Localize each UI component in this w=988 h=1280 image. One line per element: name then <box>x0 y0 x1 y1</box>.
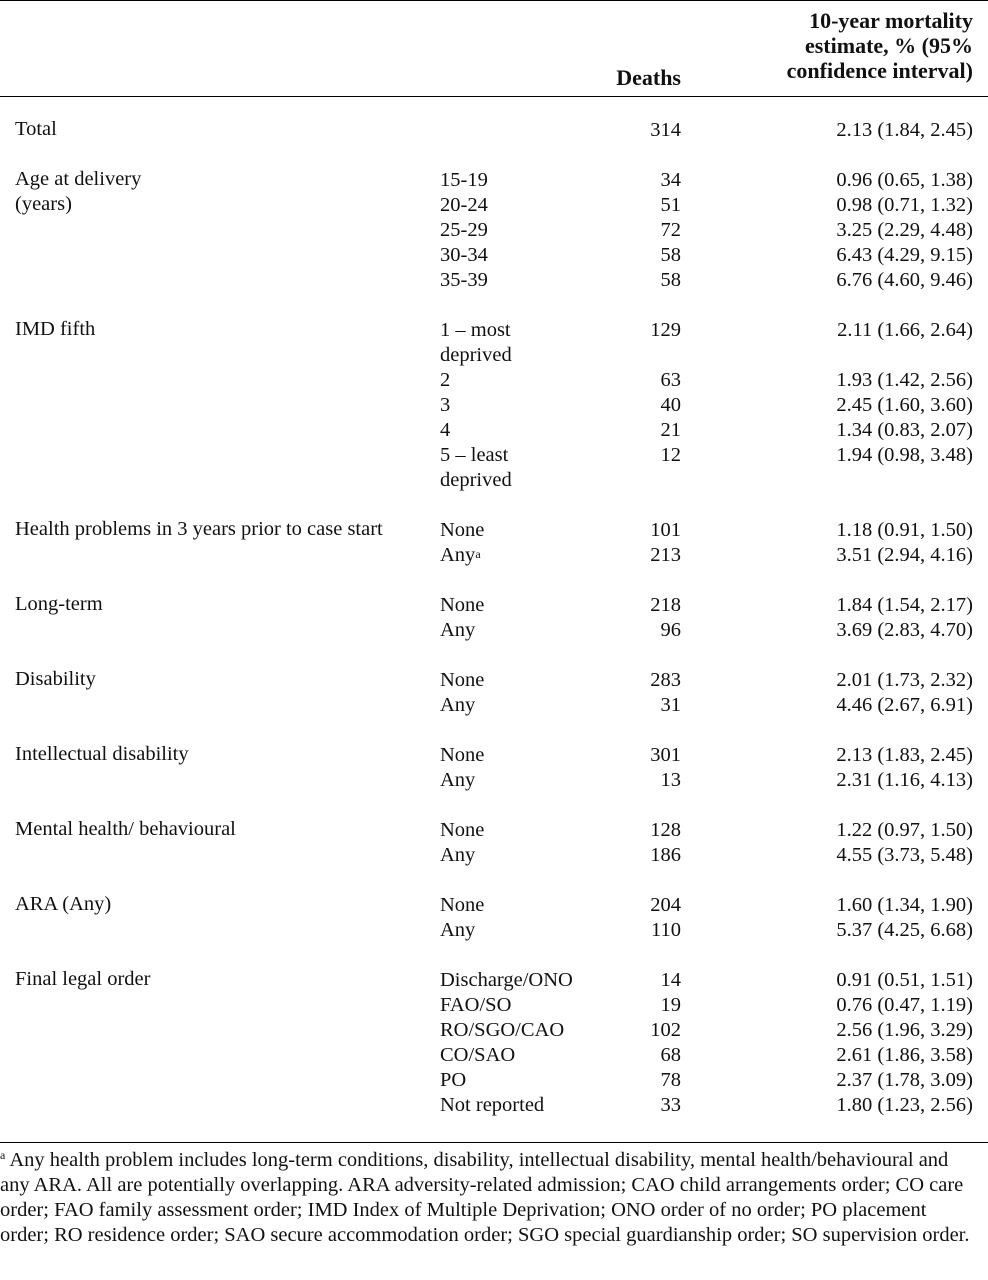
estimate-cell: 3.69 (2.83, 4.70) <box>836 619 973 641</box>
category-line <box>440 193 580 218</box>
deaths-cell: 102 <box>650 1019 681 1041</box>
category-text: 3 <box>440 394 451 416</box>
deaths-cell: 31 <box>660 694 681 716</box>
table-row <box>0 243 988 268</box>
category-text: deprived <box>440 469 512 491</box>
category-line <box>440 1018 580 1043</box>
table-row <box>0 843 988 868</box>
category-text: PO <box>440 1069 467 1091</box>
deaths-cell: 12 <box>660 444 681 466</box>
category-line <box>440 1068 580 1093</box>
deaths-cell: 68 <box>660 1044 681 1066</box>
category-text: 20-24 <box>440 194 488 216</box>
category-line <box>440 418 580 443</box>
group-label-line: Disability <box>15 668 96 690</box>
category-text: 2 <box>440 369 451 391</box>
footnote-marker: a <box>475 547 481 561</box>
group-label-line: Long-term <box>15 593 103 615</box>
table-group <box>0 818 988 868</box>
estimate-cell: 5.37 (4.25, 6.68) <box>836 919 973 941</box>
deaths-cell: 58 <box>660 269 681 291</box>
category-cell <box>440 993 580 1018</box>
table-row <box>0 968 988 993</box>
category-cell <box>440 118 580 143</box>
footnote-text: Any health problem includes long-term conditions, disability, intellectual disability, mental health/behavioural and any ARA. All are potentially overlapping. ARA adversity-related admission; CAO child arrangements order; CO care order; FAO family assessment order; IMD Index of Multiple Deprivation; ONO order of no order; PO placement order; RO residence order; SAO secure accommodation order; SGO special guardianship order; SO supervision order. <box>0 1149 970 1246</box>
table-row <box>0 693 988 718</box>
category-line <box>440 343 580 368</box>
category-text: None <box>440 894 485 916</box>
category-cell <box>440 193 580 218</box>
deaths-cell: 19 <box>660 994 681 1016</box>
table-row <box>0 618 988 643</box>
category-cell <box>440 1018 580 1043</box>
table-row <box>0 593 988 618</box>
group-label-line: Intellectual disability <box>15 743 189 765</box>
table-row <box>0 168 988 193</box>
estimate-cell: 2.13 (1.84, 2.45) <box>836 119 973 141</box>
deaths-cell: 204 <box>650 894 681 916</box>
category-text: RO/SGO/CAO <box>440 1019 565 1041</box>
category-text: 4 <box>440 419 451 441</box>
category-line <box>440 668 580 693</box>
table-row <box>0 368 988 393</box>
category-text: 35-39 <box>440 269 488 291</box>
estimate-cell: 1.22 (0.97, 1.50) <box>836 819 973 841</box>
category-text: 5 – least <box>440 444 509 466</box>
estimate-cell: 6.43 (4.29, 9.15) <box>836 244 973 266</box>
category-cell <box>440 543 580 568</box>
category-line <box>440 893 580 918</box>
table-row <box>0 893 988 918</box>
group-label-line: Health problems in 3 years prior to case start <box>15 518 383 540</box>
table-group <box>0 118 988 143</box>
category-cell <box>440 243 580 268</box>
estimate-cell: 1.18 (0.91, 1.50) <box>836 519 973 541</box>
estimate-cell: 2.13 (1.83, 2.45) <box>836 744 973 766</box>
category-text: Any <box>440 544 476 566</box>
category-cell <box>440 818 580 843</box>
category-text: Any <box>440 919 476 941</box>
table-row <box>0 1043 988 1068</box>
category-line <box>440 618 580 643</box>
category-cell <box>440 843 580 868</box>
footnote <box>0 1148 980 1248</box>
estimate-cell: 3.51 (2.94, 4.16) <box>836 544 973 566</box>
deaths-cell: 186 <box>650 844 681 866</box>
deaths-cell: 101 <box>650 519 681 541</box>
estimate-cell: 0.76 (0.47, 1.19) <box>836 994 973 1016</box>
table-row <box>0 743 988 768</box>
estimate-cell: 1.60 (1.34, 1.90) <box>836 894 973 916</box>
table-group <box>0 518 988 568</box>
header-estimate <box>700 8 973 83</box>
deaths-cell: 213 <box>650 544 681 566</box>
table-group <box>0 168 988 293</box>
table-row <box>0 518 988 543</box>
estimate-cell: 1.34 (0.83, 2.07) <box>836 419 973 441</box>
top-rule <box>0 0 988 1</box>
deaths-cell: 72 <box>660 219 681 241</box>
category-cell <box>440 1043 580 1068</box>
deaths-cell: 110 <box>651 919 681 941</box>
category-text: CO/SAO <box>440 1044 516 1066</box>
category-text: FAO/SO <box>440 994 512 1016</box>
estimate-cell: 4.46 (2.67, 6.91) <box>836 694 973 716</box>
table-row <box>0 1018 988 1043</box>
category-line <box>440 818 580 843</box>
category-cell <box>440 593 580 618</box>
category-cell <box>440 368 580 393</box>
category-line <box>440 168 580 193</box>
category-cell <box>440 318 580 368</box>
category-text: Discharge/ONO <box>440 969 573 991</box>
table-group <box>0 593 988 643</box>
group-label-line: IMD fifth <box>15 318 96 340</box>
deaths-cell: 40 <box>660 394 681 416</box>
category-line <box>440 443 580 468</box>
category-line <box>440 518 580 543</box>
estimate-cell: 2.11 (1.66, 2.64) <box>837 319 973 341</box>
category-cell <box>440 218 580 243</box>
deaths-cell: 218 <box>650 594 681 616</box>
category-text: Any <box>440 769 476 791</box>
table-row <box>0 118 988 143</box>
category-cell <box>440 768 580 793</box>
category-cell <box>440 968 580 993</box>
category-line <box>440 768 580 793</box>
estimate-cell: 2.01 (1.73, 2.32) <box>836 669 973 691</box>
estimate-cell: 1.94 (0.98, 3.48) <box>836 444 973 466</box>
header-estimate-line-3: confidence interval) <box>786 58 973 83</box>
table-group <box>0 743 988 793</box>
estimate-cell: 0.91 (0.51, 1.51) <box>836 969 973 991</box>
deaths-cell: 314 <box>650 119 681 141</box>
deaths-cell: 301 <box>650 744 681 766</box>
table-body <box>0 118 988 1143</box>
category-line <box>440 968 580 993</box>
category-cell <box>440 693 580 718</box>
group-label-line: Age at delivery <box>15 168 142 190</box>
deaths-cell: 51 <box>660 194 681 216</box>
category-line <box>440 243 580 268</box>
header-estimate-line-1: 10-year mortality <box>809 8 973 33</box>
category-cell <box>440 168 580 193</box>
category-text: 15-19 <box>440 169 488 191</box>
category-line <box>440 468 580 493</box>
category-text: 25-29 <box>440 219 488 241</box>
group-label-line: Final legal order <box>15 968 151 990</box>
category-cell <box>440 518 580 543</box>
deaths-cell: 63 <box>660 369 681 391</box>
table-row <box>0 668 988 693</box>
table-row <box>0 1093 988 1118</box>
estimate-cell: 2.31 (1.16, 4.13) <box>836 769 973 791</box>
category-text: Any <box>440 619 476 641</box>
deaths-cell: 34 <box>660 169 681 191</box>
category-line <box>440 593 580 618</box>
category-cell <box>440 1068 580 1093</box>
header-estimate-line-2: estimate, % (95% <box>804 33 973 58</box>
deaths-cell: 129 <box>650 319 681 341</box>
estimate-cell: 1.84 (1.54, 2.17) <box>836 594 973 616</box>
estimate-cell: 3.25 (2.29, 4.48) <box>836 219 973 241</box>
category-line <box>440 1093 580 1118</box>
estimate-cell: 0.98 (0.71, 1.32) <box>836 194 973 216</box>
table-row <box>0 443 988 493</box>
estimate-cell: 2.37 (1.78, 3.09) <box>836 1069 973 1091</box>
table-row <box>0 768 988 793</box>
table-group <box>0 668 988 718</box>
estimate-cell: 2.61 (1.86, 3.58) <box>836 1044 973 1066</box>
deaths-cell: 14 <box>660 969 681 991</box>
table-row <box>0 543 988 568</box>
table-row <box>0 318 988 368</box>
category-text: Any <box>440 844 476 866</box>
category-text: None <box>440 519 485 541</box>
estimate-cell: 4.55 (3.73, 5.48) <box>836 844 973 866</box>
table-row <box>0 993 988 1018</box>
deaths-cell: 78 <box>660 1069 681 1091</box>
estimate-cell: 0.96 (0.65, 1.38) <box>836 169 973 191</box>
category-cell <box>440 618 580 643</box>
table-group <box>0 318 988 493</box>
category-text: None <box>440 744 485 766</box>
category-text: None <box>440 594 485 616</box>
table-row <box>0 418 988 443</box>
category-line <box>440 268 580 293</box>
category-cell <box>440 668 580 693</box>
category-line <box>440 843 580 868</box>
category-line <box>440 693 580 718</box>
footnote-marker: a <box>0 1148 6 1162</box>
category-text: 30-34 <box>440 244 488 266</box>
header-deaths: Deaths <box>616 65 681 90</box>
deaths-cell: 13 <box>660 769 681 791</box>
category-text: 1 – most <box>440 319 511 341</box>
group-label-line: Mental health/ behavioural <box>15 818 236 840</box>
estimate-cell: 1.80 (1.23, 2.56) <box>836 1094 973 1116</box>
category-cell <box>440 268 580 293</box>
table-group <box>0 893 988 943</box>
estimate-cell: 6.76 (4.60, 9.46) <box>836 269 973 291</box>
bottom-rule <box>0 1142 988 1143</box>
category-line <box>440 743 580 768</box>
deaths-cell: 96 <box>660 619 681 641</box>
category-line <box>440 993 580 1018</box>
category-cell <box>440 443 580 493</box>
table-row <box>0 268 988 293</box>
category-cell <box>440 893 580 918</box>
table-row <box>0 918 988 943</box>
deaths-cell: 21 <box>660 419 681 441</box>
category-cell <box>440 743 580 768</box>
category-line <box>440 318 580 343</box>
table-group <box>0 968 988 1118</box>
category-cell <box>440 918 580 943</box>
deaths-cell: 128 <box>650 819 681 841</box>
category-text: deprived <box>440 344 512 366</box>
category-text: None <box>440 669 485 691</box>
estimate-cell: 1.93 (1.42, 2.56) <box>836 369 973 391</box>
estimate-cell: 2.56 (1.96, 3.29) <box>836 1019 973 1041</box>
category-line <box>440 393 580 418</box>
estimate-cell: 2.45 (1.60, 3.60) <box>836 394 973 416</box>
category-line <box>440 543 580 568</box>
category-text: Not reported <box>440 1094 545 1116</box>
deaths-cell: 283 <box>650 669 681 691</box>
table-row <box>0 818 988 843</box>
table-row <box>0 193 988 218</box>
group-label-line: (years) <box>15 193 72 215</box>
category-line <box>440 1043 580 1068</box>
table-row <box>0 393 988 418</box>
category-line <box>440 218 580 243</box>
deaths-cell: 33 <box>660 1094 681 1116</box>
table-row <box>0 218 988 243</box>
category-cell <box>440 1093 580 1118</box>
category-line <box>440 118 580 143</box>
category-line <box>440 918 580 943</box>
category-cell <box>440 393 580 418</box>
group-label-line: Total <box>15 118 57 140</box>
group-label-line: ARA (Any) <box>15 893 112 915</box>
header-rule <box>0 96 988 97</box>
category-text: None <box>440 819 485 841</box>
table-row <box>0 1068 988 1093</box>
category-text: Any <box>440 694 476 716</box>
category-cell <box>440 418 580 443</box>
category-line <box>440 368 580 393</box>
deaths-cell: 58 <box>660 244 681 266</box>
